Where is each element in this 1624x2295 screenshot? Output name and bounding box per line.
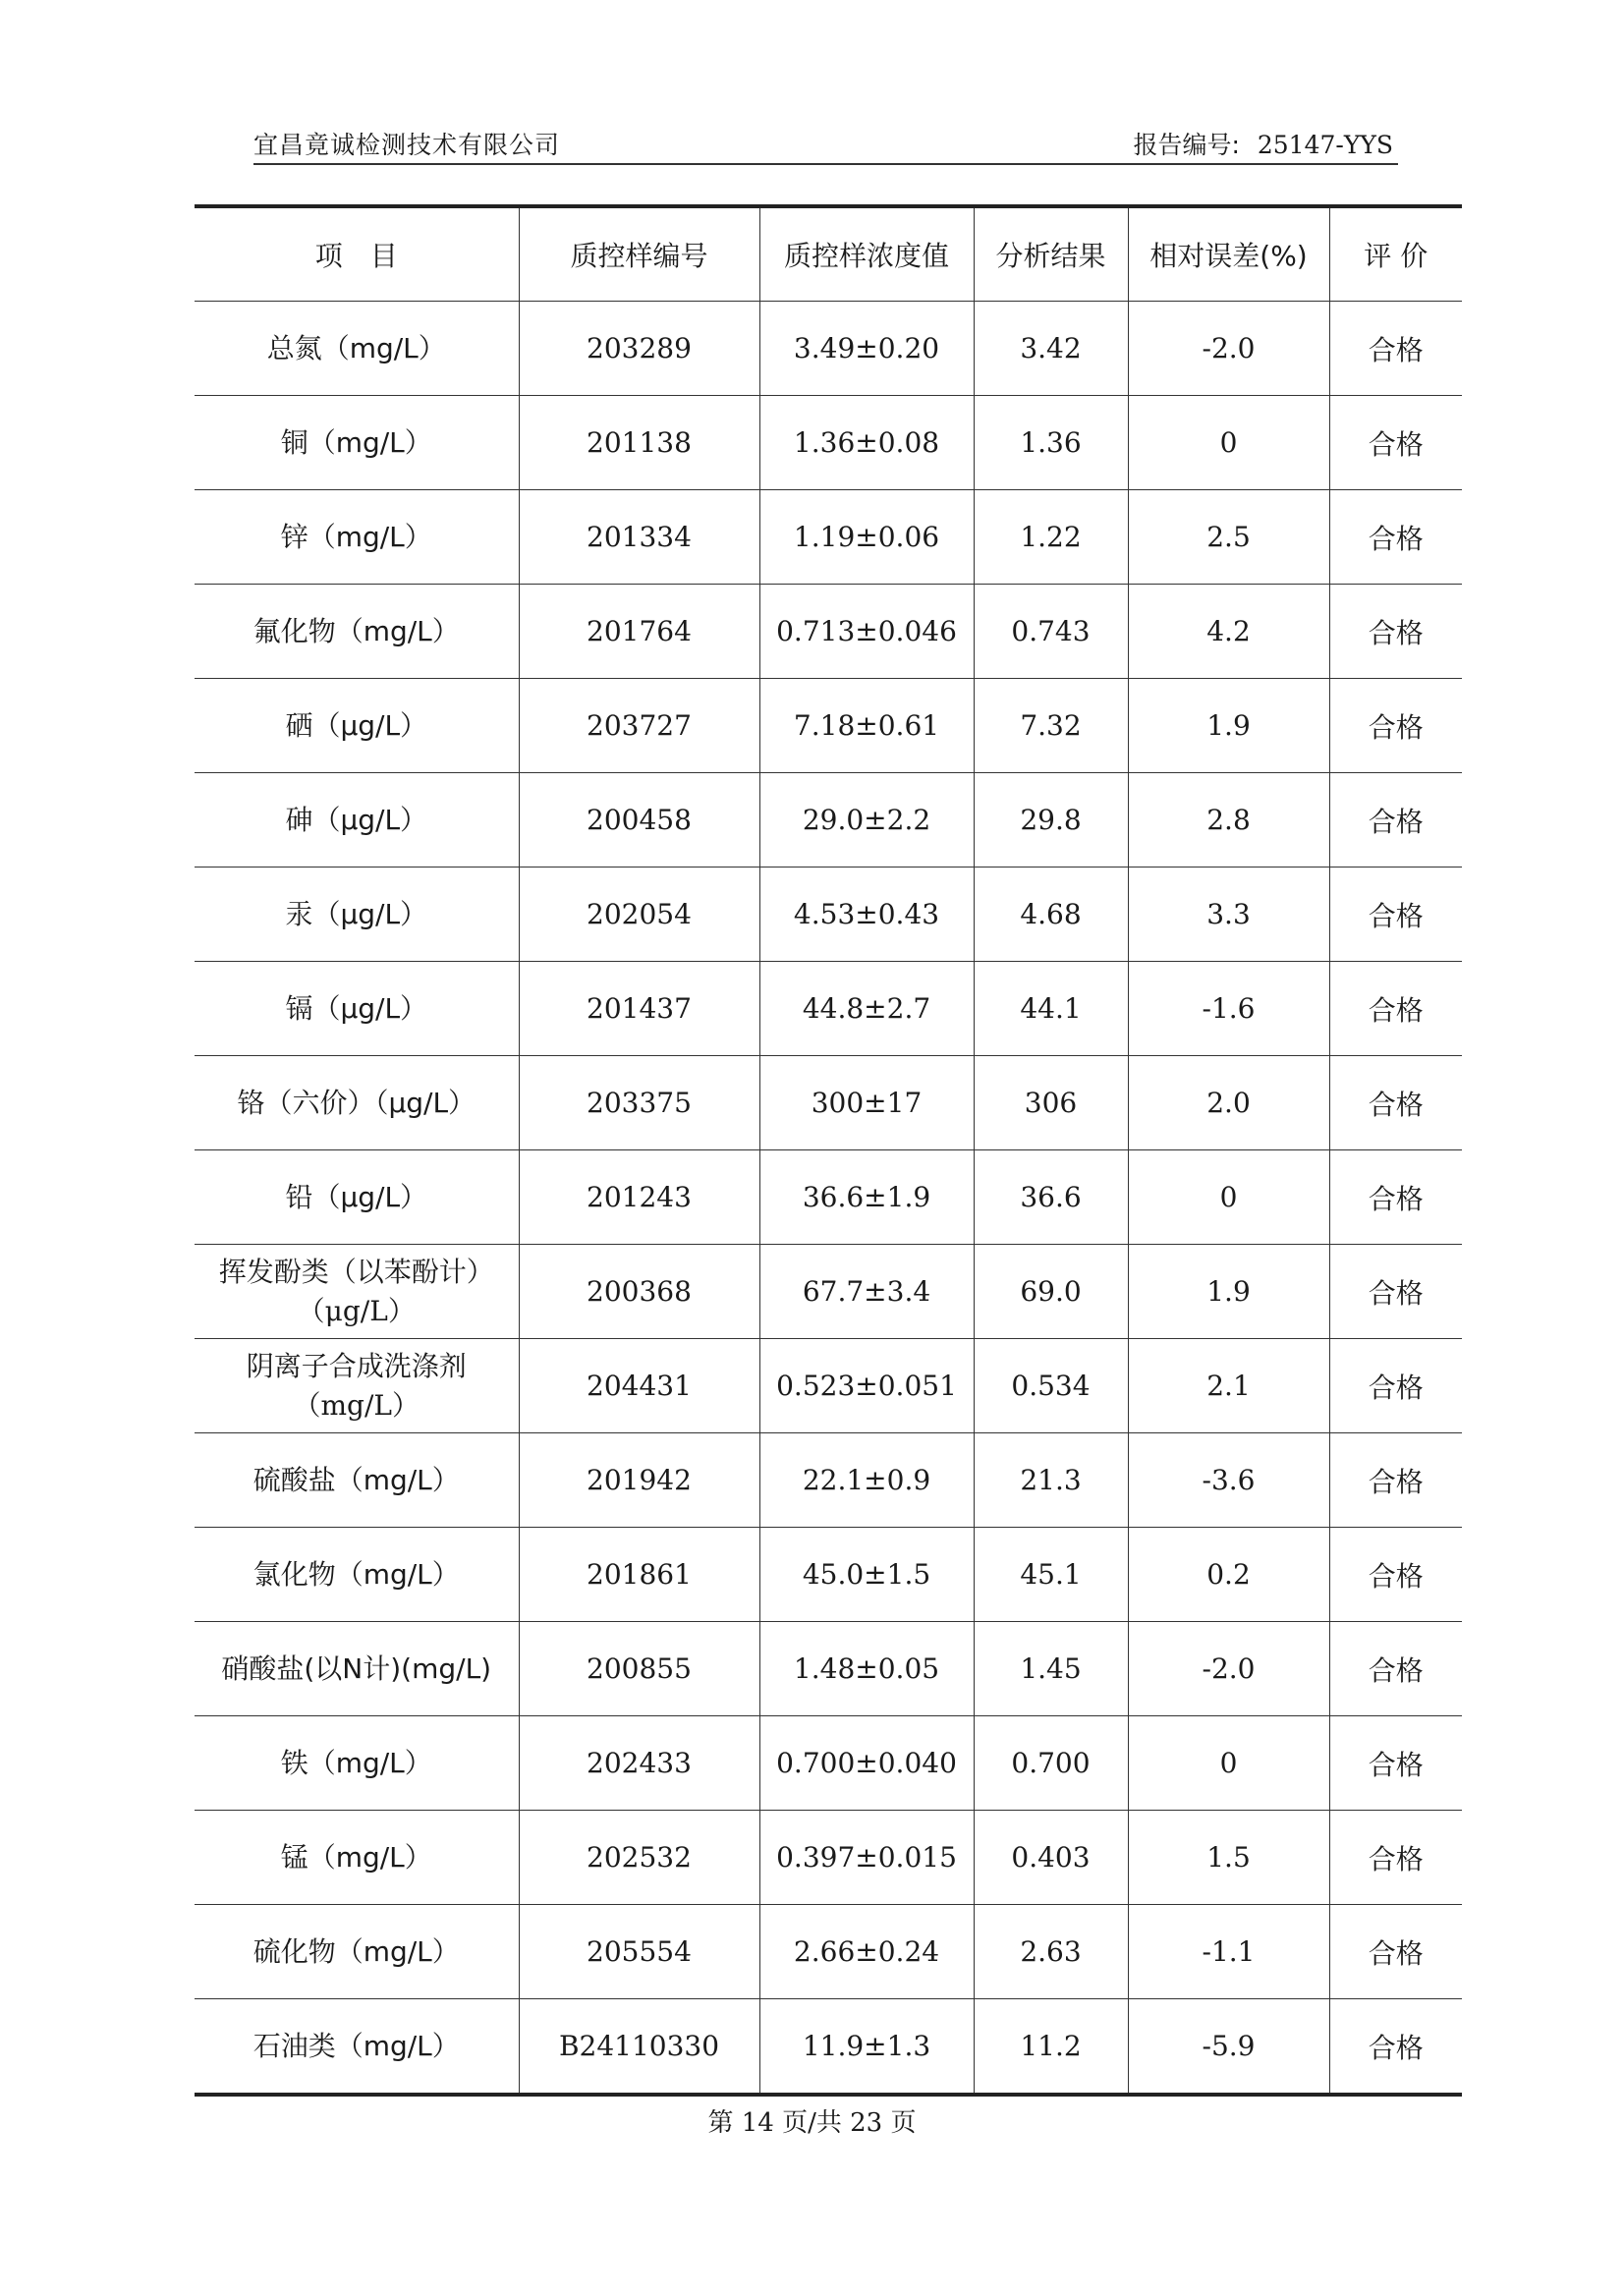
cell-relative-error: -1.1 <box>1128 1905 1329 1999</box>
cell-evaluation: 合格 <box>1329 1622 1462 1716</box>
cell-evaluation: 合格 <box>1329 1150 1462 1245</box>
cell-item <box>195 962 519 1056</box>
item-name: 硒（μg/L） <box>285 708 428 742</box>
cell-result: 1.22 <box>974 490 1128 585</box>
cell-relative-error: -2.0 <box>1128 1622 1329 1716</box>
cell-result: 21.3 <box>974 1433 1128 1528</box>
cell-evaluation: 合格 <box>1329 773 1462 868</box>
cell-item <box>195 1905 519 1999</box>
cell-item <box>195 490 519 585</box>
cell-relative-error: 3.3 <box>1128 868 1329 962</box>
table-row <box>195 1245 1462 1339</box>
item-name: 总氮（mg/L） <box>266 331 446 364</box>
cell-result: 0.700 <box>974 1716 1128 1811</box>
table-body <box>195 302 1462 2096</box>
table-header-row <box>195 206 1462 302</box>
cell-item <box>195 773 519 868</box>
cell-concentration: 0.397±0.015 <box>759 1811 974 1905</box>
cell-sample-id: 200855 <box>519 1622 759 1716</box>
cell-result: 1.45 <box>974 1622 1128 1716</box>
item-name: 铜（mg/L） <box>280 425 432 459</box>
report-number-label: 报告编号: <box>1133 131 1240 159</box>
cell-concentration: 7.18±0.61 <box>759 679 974 773</box>
cell-concentration: 29.0±2.2 <box>759 773 974 868</box>
cell-sample-id: 201942 <box>519 1433 759 1528</box>
cell-evaluation: 合格 <box>1329 1811 1462 1905</box>
table-row <box>195 1716 1462 1811</box>
cell-concentration: 36.6±1.9 <box>759 1150 974 1245</box>
cell-relative-error: 2.1 <box>1128 1339 1329 1433</box>
cell-relative-error: -5.9 <box>1128 1999 1329 2096</box>
cell-relative-error: 1.5 <box>1128 1811 1329 1905</box>
cell-evaluation: 合格 <box>1329 1339 1462 1433</box>
cell-sample-id: 200458 <box>519 773 759 868</box>
cell-relative-error: 1.9 <box>1128 679 1329 773</box>
cell-result: 0.534 <box>974 1339 1128 1433</box>
cell-result: 44.1 <box>974 962 1128 1056</box>
cell-sample-id: 205554 <box>519 1905 759 1999</box>
cell-concentration: 4.53±0.43 <box>759 868 974 962</box>
company-name: 宜昌竟诚检测技术有限公司 <box>253 131 561 159</box>
cell-sample-id: 201437 <box>519 962 759 1056</box>
cell-sample-id: 201243 <box>519 1150 759 1245</box>
cell-evaluation: 合格 <box>1329 1528 1462 1622</box>
item-name: 硫酸盐（mg/L） <box>252 1463 460 1496</box>
cell-evaluation: 合格 <box>1329 1433 1462 1528</box>
cell-item <box>195 585 519 679</box>
cell-concentration: 0.523±0.051 <box>759 1339 974 1433</box>
cell-item <box>195 1433 519 1528</box>
column-header-relative-error: 相对误差(%) <box>1128 206 1329 302</box>
item-name: 锰（mg/L） <box>280 1840 432 1874</box>
cell-evaluation: 合格 <box>1329 868 1462 962</box>
item-name: 硫化物（mg/L） <box>252 1934 460 1968</box>
cell-item <box>195 679 519 773</box>
cell-concentration: 0.700±0.040 <box>759 1716 974 1811</box>
table-row <box>195 490 1462 585</box>
cell-relative-error: -1.6 <box>1128 962 1329 1056</box>
table-row <box>195 773 1462 868</box>
cell-item <box>195 1622 519 1716</box>
cell-sample-id: 203289 <box>519 302 759 396</box>
cell-evaluation: 合格 <box>1329 1716 1462 1811</box>
cell-result: 306 <box>974 1056 1128 1150</box>
cell-evaluation: 合格 <box>1329 490 1462 585</box>
table-row <box>195 396 1462 490</box>
cell-concentration: 44.8±2.7 <box>759 962 974 1056</box>
item-name: 镉（μg/L） <box>285 991 428 1025</box>
cell-sample-id: 201764 <box>519 585 759 679</box>
cell-concentration: 45.0±1.5 <box>759 1528 974 1622</box>
column-header-result: 分析结果 <box>974 206 1128 302</box>
item-name: 氯化物（mg/L） <box>252 1557 460 1591</box>
cell-evaluation: 合格 <box>1329 302 1462 396</box>
cell-result: 0.743 <box>974 585 1128 679</box>
table-row <box>195 868 1462 962</box>
cell-item <box>195 1999 519 2096</box>
cell-concentration: 11.9±1.3 <box>759 1999 974 2096</box>
cell-result: 1.36 <box>974 396 1128 490</box>
item-name: 硝酸盐(以N计)(mg/L) <box>221 1651 492 1685</box>
item-name: 锌（mg/L） <box>280 520 432 553</box>
cell-sample-id: 201138 <box>519 396 759 490</box>
column-header-item: 项 目 <box>195 206 519 302</box>
cell-relative-error: 0 <box>1128 1716 1329 1811</box>
table-row <box>195 1433 1462 1528</box>
cell-item <box>195 1339 519 1433</box>
cell-relative-error: 2.5 <box>1128 490 1329 585</box>
item-name: 阴离子合成洗涤剂 <box>246 1349 467 1382</box>
item-name: 汞（μg/L） <box>285 897 428 930</box>
item-name: 铅（μg/L） <box>285 1180 428 1213</box>
item-name: 石油类（mg/L） <box>252 2029 460 2062</box>
cell-result: 36.6 <box>974 1150 1128 1245</box>
table-row <box>195 962 1462 1056</box>
item-name: 挥发酚类（以苯酚计） <box>218 1255 494 1288</box>
cell-item <box>195 1811 519 1905</box>
cell-relative-error: -2.0 <box>1128 302 1329 396</box>
table-row <box>195 1150 1462 1245</box>
table-row <box>195 1622 1462 1716</box>
cell-result: 45.1 <box>974 1528 1128 1622</box>
cell-relative-error: 0.2 <box>1128 1528 1329 1622</box>
cell-relative-error: 0 <box>1128 1150 1329 1245</box>
cell-relative-error: 1.9 <box>1128 1245 1329 1339</box>
cell-sample-id: 200368 <box>519 1245 759 1339</box>
cell-evaluation: 合格 <box>1329 1056 1462 1150</box>
cell-item <box>195 1245 519 1339</box>
cell-concentration: 1.36±0.08 <box>759 396 974 490</box>
table-row <box>195 302 1462 396</box>
cell-result: 69.0 <box>974 1245 1128 1339</box>
table-row <box>195 1905 1462 1999</box>
cell-evaluation: 合格 <box>1329 585 1462 679</box>
item-unit: （μg/L） <box>297 1294 416 1327</box>
cell-concentration: 2.66±0.24 <box>759 1905 974 1999</box>
cell-relative-error: 4.2 <box>1128 585 1329 679</box>
cell-result: 4.68 <box>974 868 1128 962</box>
cell-concentration: 0.713±0.046 <box>759 585 974 679</box>
cell-concentration: 22.1±0.9 <box>759 1433 974 1528</box>
table-row <box>195 585 1462 679</box>
page-footer: 第 14 页/共 23 页 <box>707 2108 917 2138</box>
table-row <box>195 1339 1462 1433</box>
cell-sample-id: 202532 <box>519 1811 759 1905</box>
cell-item <box>195 1528 519 1622</box>
table-row <box>195 1811 1462 1905</box>
cell-concentration: 300±17 <box>759 1056 974 1150</box>
cell-evaluation: 合格 <box>1329 1999 1462 2096</box>
cell-evaluation: 合格 <box>1329 679 1462 773</box>
item-name: 氟化物（mg/L） <box>252 614 460 647</box>
table-row <box>195 1999 1462 2096</box>
cell-sample-id: 204431 <box>519 1339 759 1433</box>
item-name: 铬（六价）（μg/L） <box>237 1086 476 1119</box>
cell-item <box>195 1150 519 1245</box>
cell-evaluation: 合格 <box>1329 1245 1462 1339</box>
cell-evaluation: 合格 <box>1329 396 1462 490</box>
cell-item <box>195 1056 519 1150</box>
cell-result: 7.32 <box>974 679 1128 773</box>
table-row <box>195 679 1462 773</box>
item-name: 铁（mg/L） <box>280 1746 432 1779</box>
cell-sample-id: 201334 <box>519 490 759 585</box>
header-divider <box>253 163 1398 165</box>
cell-sample-id: 202054 <box>519 868 759 962</box>
cell-result: 11.2 <box>974 1999 1128 2096</box>
report-number <box>1133 126 1393 161</box>
report-number-value: 25147-YYS <box>1257 131 1393 159</box>
page-header <box>253 120 1393 159</box>
cell-relative-error: 2.8 <box>1128 773 1329 868</box>
cell-evaluation: 合格 <box>1329 1905 1462 1999</box>
cell-relative-error: 2.0 <box>1128 1056 1329 1150</box>
item-unit: （mg/L） <box>293 1388 420 1422</box>
cell-concentration: 3.49±0.20 <box>759 302 974 396</box>
cell-item <box>195 868 519 962</box>
column-header-evaluation: 评 价 <box>1329 206 1462 302</box>
column-header-sample-id: 质控样编号 <box>519 206 759 302</box>
cell-sample-id: 203727 <box>519 679 759 773</box>
cell-result: 2.63 <box>974 1905 1128 1999</box>
table-row <box>195 1056 1462 1150</box>
cell-item <box>195 1716 519 1811</box>
item-name: 砷（μg/L） <box>285 803 428 836</box>
column-header-concentration: 质控样浓度值 <box>759 206 974 302</box>
quality-control-table <box>195 204 1462 2097</box>
cell-item <box>195 302 519 396</box>
cell-result: 3.42 <box>974 302 1128 396</box>
cell-result: 29.8 <box>974 773 1128 868</box>
table-row <box>195 1528 1462 1622</box>
cell-sample-id: 202433 <box>519 1716 759 1811</box>
cell-sample-id: B24110330 <box>519 1999 759 2096</box>
cell-result: 0.403 <box>974 1811 1128 1905</box>
cell-sample-id: 201861 <box>519 1528 759 1622</box>
cell-concentration: 67.7±3.4 <box>759 1245 974 1339</box>
cell-relative-error: -3.6 <box>1128 1433 1329 1528</box>
cell-concentration: 1.19±0.06 <box>759 490 974 585</box>
cell-sample-id: 203375 <box>519 1056 759 1150</box>
cell-relative-error: 0 <box>1128 396 1329 490</box>
cell-item <box>195 396 519 490</box>
cell-evaluation: 合格 <box>1329 962 1462 1056</box>
cell-concentration: 1.48±0.05 <box>759 1622 974 1716</box>
